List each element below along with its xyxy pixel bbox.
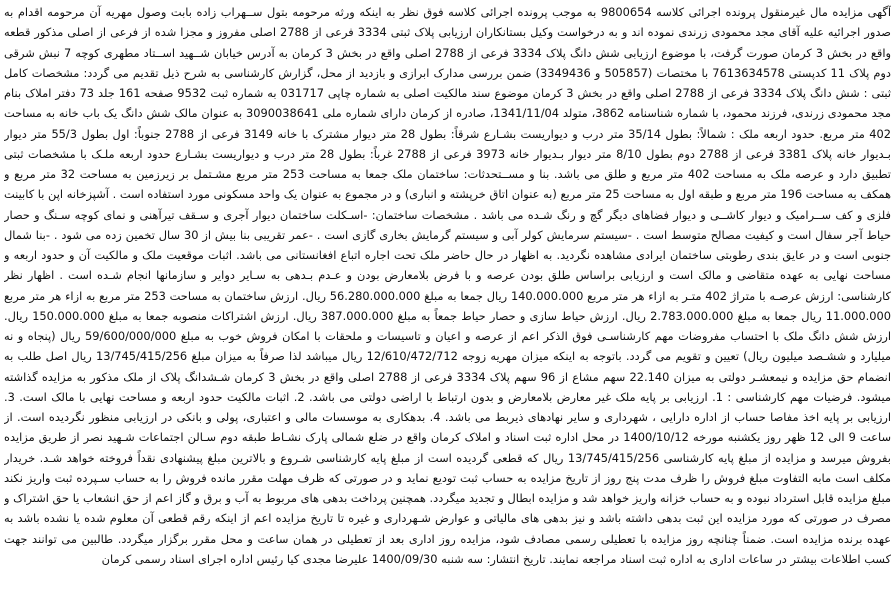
notice-body: آگهی مزایده مال غیرمنقول پرونده اجرائی کلاسه 9800654 به موجب پرونده اجرائی کلاسه فوق نظر به اینکه ورثه مرحومه بتول ســهراب زاده بابت وصول مهریه آن مرحومه اقدام به صدور اجرائیه علیه آقای مجد محمودی زرندی نموده اند و به درخواست وکیل بستانکاران ارزیابی پلاک ثبتی 3334 فرعی از 2788 اصلی مفروز و مجزا شده از فرعی از اصلی مذکور قطعه واقع در بخش 3 کرمان صورت گرفت، با موضوع ارزیابی شش دانگ پلاک 3334 فرعی از 2788 اصلی واقع در بخش 3 کرمان به آدرس خیابان شــهید اســتاد مطهری کوچه 7 نبش شرقی دوم پلاک 11 کدپستی 7613634578 با مختصات (505857 و 3349436) ضمن بررسی مدارک ابرازی و بازدید از محل، گزارش کارشناسی به شرح ذیل تقدیم می گردد: مشخصات کامل ثبتی : شش دانگ پلاک 3334 فرعی از 2788 اصلی واقع در بخش 3 کرمان موضوع سند مالکیت اصلی به شماره چاپی 031717 به شماره ثبت 9532 صفحه 161 جلد 73 دفتر املاک بنام مجد محمودی زرندی، فرزند محمود، با شماره شناسنامه 3862، متولد 1341/11/04، صادره از کرمان دارای شماره ملی 3090038641 به عنوان مالک شش دانگ یک باب خانه به مساحت 402 متر مربع. حدود اربعه ملک : شمالاً: بطول 35/14 متر درب و دیواریست بشـارع شرقاً: بطول 28 متر دیوار مشترک با خانه 3149 فرعی از 2788 جنوباً: اول بطول 55/3 متر دیوار بـدیوار خانه پلاک 3381 فرعی از 2788 دوم بطول 8/10 متر دیوار بـدیوار خانه 3973 فرعی از 2788 غرباً: بطول 28 متر درب و دیواریست بشـارع حدود اربعه ملـک با مشخصات ثبتی تطبیق دارد و عرصه ملک به مساحت 402 متر مربع و طلق می باشد. بنا و مســتحدثات: ساختمان ملک جمعا به مساحت 253 متر مربع مشـتمل بر زیرزمین به مساحت 32 متر مربع و همکف به مساحت 196 متر مربع و طبقه اول به مساحت 25 متر مربع (به عنوان اتاق خرپشته و انباری) و در مجموع به عنوان یک واحد مسکونی مورد استفاده است . آشپزخانه اپن با کابینت فلزی و کف ســرامیک و دیوار کاشــی و دیوار فضاهای دیگر گچ و رنگ شـده می باشد . مشخصات ساختمان: -اسـکلت ساختمان دیوار آجری و سـقف تیرآهنی و نمای کوچه سـنگ و حصار حیاط آجر سفال است و کیفیت مصالح متوسط است . -سیستم سرمایش کولر آبی و سیستم گرمایش بخاری گازی است . -عمر تقریبی بنا بیش از 30 سال تخمین زده می شود . -بنا شمال جنوبی است و در عایق بندی رطوبتی ساختمان ایرادی مشاهده نگردید. به اظهار در حال حاضر ملک تحت اجاره اتباع افغانستانی می باشد. اثبات موقعیت ملک و مالکیت آن و حدود اربعه و مساحت نهایی به عهده متقاضی و مالک است و ارزیابی براساس طلق بودن عرصه و با فرض بلامعارض بودن و عـدم بـدهی به سـایر دوایر و سازمانها انجام شـده است . اظهار نظر کارشناسی: ارزش عرصـه با متراژ 402 متـر به ازاء هر متر مربع 140.000.000 ریال جمعا به مبلغ 56.280.000.000 ریال. ارزش ساختمان به مساحت 253 متر مربع به ازاء هر متر مربع 11.000.000 ریال جمعا به مبلغ 2.783.000.000 ریال. ارزش حیاط سازی و حصار حیاط جمعاً به مبلغ 387.000.000 ریال. ارزش اشتراکات منصوبه جمعا به مبلغ 150.000.000 ریال. ارزش شش دانگ ملک با احتساب مفروضات مهم کارشناسـی فوق الذکر اعم از عرصه و اعیان و تاسیسات و ملحقات با امکان فروش خوب به مبلغ 59/600/000/000 ریال (پنجاه و نه میلیارد و ششـصد میلیون ریال) تعیین و تقویم می گردد. باتوجه به اینکه میزان مهریه زوجه 12/610/472/712 ریال میباشد لذا صرفاً به میزان مبلغ 13/745/415/256 ریال اصل طلب به انضمام حق مزایده و نیمعشـر دولتی به میزان 22.140 سهم مشاع از 96 سهم پلاک 3334 فرعی از 2788 اصلی واقع در بخش 3 کرمان شـشدانگ پلاک از ملک مذکور به مزایده گذاشته میشود. فرضیات مهم کارشناسی : 1. ارزیابی بر پایه ملک غیر معارض بلامعارض و بدون ارتباط با اراضی دولتی می باشد. 2. اثبات مالکیت حدود اربعه و مساحت نهایی با مالک است. 3. ارزیابی بر پایه اخذ مفاصا حساب از اداره دارایی ، شهرداری و سایر نهادهای ذیربط می باشد. 4. بدهکاری به موسسات مالی و اعتباری، پولی و بانکی در ارزیابی منظور نگردیده است. از ساعت 9 الی 12 ظهر روز یکشنبه مورخه 1400/10/12 در محل اداره ثبت اسناد و املاک کرمان واقع در ضلع شمالی پارک نشـاط طبقه دوم سـالن اجتماعات شـهید نصر از طریق مزایده بفروش میرسد و مزایده از مبلغ پایه کارشناسی 13/745/415/256 ریال که قطعی گردیده است از مبلغ پایه کارشناسی شـروع و بالاترین مبلغ پیشنهادی نقداً فروخته خواهد شـد. خریدار مکلف است مابه التفاوت مبلغ فروش را ظرف مدت پنج روز از تاریخ مزایده به حساب ثبت تودیع نماید و در صورتی که ظرف مهلت مقرر مانده فروش را به حساب سـپرده ثبت واریز نکند مبلغ مزایده قابل استرداد نبوده و به حساب خزانه واریز خواهد شد و مزایده ابطال و تجدید میگردد. همچنین پرداخت بدهی های مربوط به آب و برق و گاز اعم از حق انشعاب یا حق اشتراک و مصرف در صورتی که مورد مزایده این ثبت بدهی داشته باشد و نیز بدهی های مالیاتی و عوارض شـهرداری و غیره تا تاریخ مزایده اعم از اینکه رقم قطعی آن معلوم شده یا نشده باشد به عهده برنده مزایده است. ضمناً چنانچه روز مزایده با تعطیلی رسمی مصادف شود، مزایده روز اداری بعد از تعطیلی در همان ساعت و محل مقرر برگزار میگردد. طالبین می توانند جهت کسب اطلاعات بیشتر در ساعات اداری به اداره ثبت اسناد مراجعه نمایند. تاریخ انتشار: سه شنبه 1400/09/30 علیرضا مجدی کیا رئیس اداره اجرای اسناد رسمی کرمان [4,5,891,566]
auction-notice [4,2,891,588]
